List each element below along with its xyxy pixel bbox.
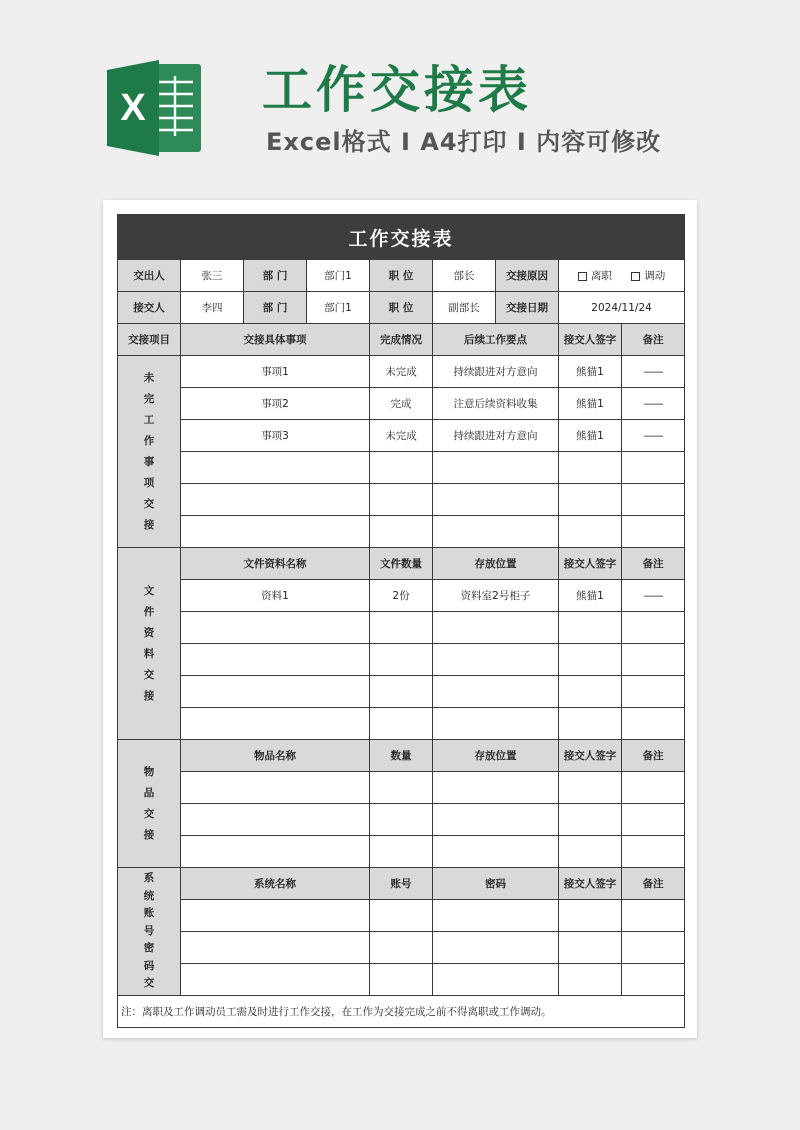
table-cell[interactable] [370, 708, 433, 740]
position-value-2[interactable]: 副部长 [433, 292, 496, 324]
col-header: 后续工作要点 [433, 324, 559, 356]
table-cell[interactable] [622, 772, 685, 804]
reason-option-label: 离职 [590, 270, 612, 282]
table-cell[interactable] [181, 804, 370, 836]
table-cell[interactable]: 事项2 [181, 388, 370, 420]
position-label-1: 职 位 [370, 260, 433, 292]
section-label-accounts: 系 统 账 号 密 码 交 [118, 868, 181, 996]
table-cell[interactable]: 熊猫1 [559, 580, 622, 612]
excel-logo-icon [103, 56, 207, 160]
table-cell[interactable] [433, 676, 559, 708]
col-header: 接交人签字 [559, 868, 622, 900]
page-subtitle: Excel格式 I A4打印 I 内容可修改 [266, 128, 662, 156]
table-cell[interactable]: 完成 [370, 388, 433, 420]
table-cell[interactable] [181, 836, 370, 868]
col-header: 文件数量 [370, 548, 433, 580]
table-cell[interactable]: 注意后续资料收集 [433, 388, 559, 420]
col-header: 存放位置 [433, 548, 559, 580]
dept-label-1: 部 门 [244, 260, 307, 292]
table-cell[interactable] [622, 900, 685, 932]
table-cell[interactable]: —— [622, 420, 685, 452]
table-cell[interactable] [181, 516, 370, 548]
col-header: 备注 [622, 548, 685, 580]
table-cell[interactable]: 资料室2号柜子 [433, 580, 559, 612]
col-header: 接交人签字 [559, 324, 622, 356]
position-value-1[interactable]: 部长 [433, 260, 496, 292]
col-header: 备注 [622, 740, 685, 772]
table-cell[interactable]: 持续跟进对方意向 [433, 356, 559, 388]
table-cell[interactable]: 未完成 [370, 356, 433, 388]
table-cell[interactable] [559, 676, 622, 708]
table-cell[interactable] [622, 932, 685, 964]
table-cell[interactable] [181, 676, 370, 708]
table-cell[interactable] [622, 804, 685, 836]
section-label-unfinished: 未 完 工 作 事 项 交 接 [118, 356, 181, 548]
reason-option-transfer[interactable] [631, 268, 665, 283]
table-cell[interactable] [559, 932, 622, 964]
table-cell[interactable] [433, 612, 559, 644]
table-cell[interactable] [433, 516, 559, 548]
receiver-label: 接交人 [118, 292, 181, 324]
table-cell[interactable] [622, 484, 685, 516]
page-title: 工作交接表 [262, 61, 532, 119]
table-cell[interactable] [559, 484, 622, 516]
handover-person-value[interactable]: 张三 [181, 260, 244, 292]
table-cell[interactable] [370, 932, 433, 964]
logo-letter: X [120, 87, 146, 129]
table-cell[interactable] [622, 836, 685, 868]
footnote: 注：离职及工作调动员工需及时进行工作交接，在工作为交接完成之前不得离职或工作调动。 [118, 996, 685, 1028]
table-cell[interactable] [370, 676, 433, 708]
col-header: 系统名称 [181, 868, 370, 900]
table-cell[interactable] [622, 612, 685, 644]
col-header: 存放位置 [433, 740, 559, 772]
table-cell[interactable] [622, 644, 685, 676]
table-cell[interactable] [559, 644, 622, 676]
table-cell[interactable] [433, 964, 559, 996]
table-cell[interactable] [433, 932, 559, 964]
position-label-2: 职 位 [370, 292, 433, 324]
table-cell[interactable]: 熊猫1 [559, 388, 622, 420]
table-cell[interactable] [181, 932, 370, 964]
reason-options [559, 260, 685, 292]
section-label-items: 物 品 交 接 [118, 740, 181, 868]
col-header: 备注 [622, 868, 685, 900]
dept-label-2: 部 门 [244, 292, 307, 324]
table-cell[interactable] [433, 708, 559, 740]
table-cell[interactable]: 熊猫1 [559, 420, 622, 452]
table-cell[interactable]: 熊猫1 [559, 356, 622, 388]
col-header: 密码 [433, 868, 559, 900]
reason-option-label: 调动 [644, 270, 666, 282]
table-cell[interactable] [622, 708, 685, 740]
col-header: 数量 [370, 740, 433, 772]
table-cell[interactable] [181, 900, 370, 932]
dept-value-2[interactable]: 部门1 [307, 292, 370, 324]
table-cell[interactable]: 持续跟进对方意向 [433, 420, 559, 452]
table-cell[interactable] [181, 644, 370, 676]
table-cell[interactable] [181, 452, 370, 484]
table-cell[interactable] [370, 964, 433, 996]
table-cell[interactable] [559, 804, 622, 836]
checkbox-icon[interactable] [631, 272, 640, 281]
table-cell[interactable] [433, 804, 559, 836]
table-cell[interactable] [559, 708, 622, 740]
table-cell[interactable] [433, 452, 559, 484]
table-cell[interactable] [433, 484, 559, 516]
table-cell[interactable] [559, 964, 622, 996]
col-header: 接交人签字 [559, 740, 622, 772]
table-cell[interactable] [370, 900, 433, 932]
table-cell[interactable]: 事项3 [181, 420, 370, 452]
table-cell[interactable]: 资料1 [181, 580, 370, 612]
col-header: 文件资料名称 [181, 548, 370, 580]
table-cell[interactable] [181, 484, 370, 516]
date-label: 交接日期 [496, 292, 559, 324]
table-cell[interactable] [622, 452, 685, 484]
col-header: 接交人签字 [559, 548, 622, 580]
table-cell[interactable] [559, 452, 622, 484]
table-cell[interactable] [370, 484, 433, 516]
table-cell[interactable] [370, 804, 433, 836]
table-cell[interactable] [559, 772, 622, 804]
table-cell[interactable] [181, 964, 370, 996]
checkbox-icon[interactable] [578, 272, 587, 281]
table-cell[interactable] [622, 676, 685, 708]
table-cell[interactable] [622, 516, 685, 548]
table-cell[interactable] [433, 900, 559, 932]
sheet-title: 工作交接表 [118, 215, 685, 260]
date-value[interactable]: 2024/11/24 [559, 292, 685, 324]
handover-person-label: 交出人 [118, 260, 181, 292]
col-header: 物品名称 [181, 740, 370, 772]
dept-value-1[interactable]: 部门1 [307, 260, 370, 292]
table-cell[interactable] [370, 452, 433, 484]
table-cell[interactable] [181, 772, 370, 804]
table-cell[interactable] [433, 836, 559, 868]
table-cell[interactable]: —— [622, 356, 685, 388]
table-cell[interactable] [433, 644, 559, 676]
col-header: 交接具体事项 [181, 324, 370, 356]
table-cell[interactable] [559, 516, 622, 548]
table-cell[interactable] [370, 612, 433, 644]
table-cell[interactable]: 事项1 [181, 356, 370, 388]
handover-table [117, 214, 685, 1028]
reason-label: 交接原因 [496, 260, 559, 292]
table-cell[interactable]: 未完成 [370, 420, 433, 452]
table-cell[interactable]: —— [622, 580, 685, 612]
table-cell[interactable] [370, 772, 433, 804]
table-cell[interactable]: —— [622, 388, 685, 420]
reason-option-resign[interactable] [578, 268, 612, 283]
handover-table-wrap [117, 214, 685, 1028]
table-cell[interactable] [622, 964, 685, 996]
table-cell[interactable] [559, 900, 622, 932]
table-cell[interactable] [433, 772, 559, 804]
table-cell[interactable] [181, 708, 370, 740]
table-cell[interactable] [370, 644, 433, 676]
col-header: 交接项目 [118, 324, 181, 356]
table-cell[interactable] [559, 836, 622, 868]
table-cell[interactable] [181, 612, 370, 644]
col-header: 完成情况 [370, 324, 433, 356]
section-label-documents: 文 件 资 料 交 接 [118, 548, 181, 740]
table-cell[interactable] [370, 516, 433, 548]
table-cell[interactable]: 2份 [370, 580, 433, 612]
table-cell[interactable] [370, 836, 433, 868]
receiver-value[interactable]: 李四 [181, 292, 244, 324]
table-cell[interactable] [559, 612, 622, 644]
col-header: 账号 [370, 868, 433, 900]
col-header: 备注 [622, 324, 685, 356]
